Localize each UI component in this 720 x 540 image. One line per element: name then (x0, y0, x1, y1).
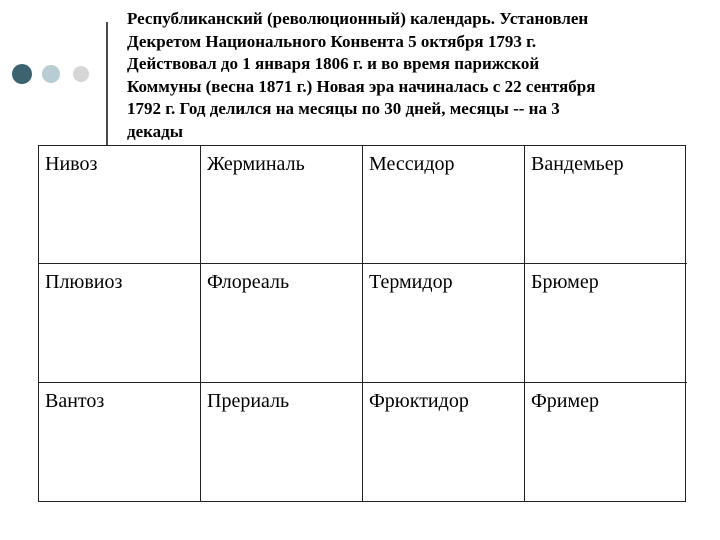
bullet-dark-dot (12, 64, 32, 84)
title-line: 1792 г. Год делился на месяцы по 30 дней, месяцы -- на 3 (127, 99, 560, 118)
month-cell: Фрюктидор (363, 383, 525, 501)
month-cell: Плювиоз (39, 264, 201, 382)
title-line: декады (127, 121, 184, 141)
title-divider (106, 22, 108, 145)
month-cell: Нивоз (39, 146, 201, 264)
title-line: Декретом Национального Конвента 5 октября 1793 г. (127, 31, 537, 51)
slide-title (127, 8, 697, 143)
month-cell: Жерминаль (201, 146, 363, 264)
month-cell: Фример (531, 389, 600, 412)
month-cell: Брюмер (525, 264, 687, 382)
title-line: Республиканский (революционный) календарь. Установлен (127, 9, 589, 28)
month-cell: Мессидор (363, 146, 525, 264)
title-line: Действовал до 1 января 1806 г. и во время парижской (127, 54, 540, 73)
title-line: Коммуны (весна 1871 г.) Новая эра начиналась с 22 сентября (127, 76, 596, 96)
month-cell: Термидор (363, 264, 525, 382)
month-cell: Флореаль (201, 264, 363, 382)
month-cell: Вантоз (39, 383, 201, 501)
bullet-light-dot (73, 66, 89, 82)
bullet-mid-dot (42, 65, 60, 83)
month-cell: Вандемьер (525, 146, 687, 264)
months-table (38, 145, 686, 502)
month-cell: Прериаль (201, 383, 363, 501)
